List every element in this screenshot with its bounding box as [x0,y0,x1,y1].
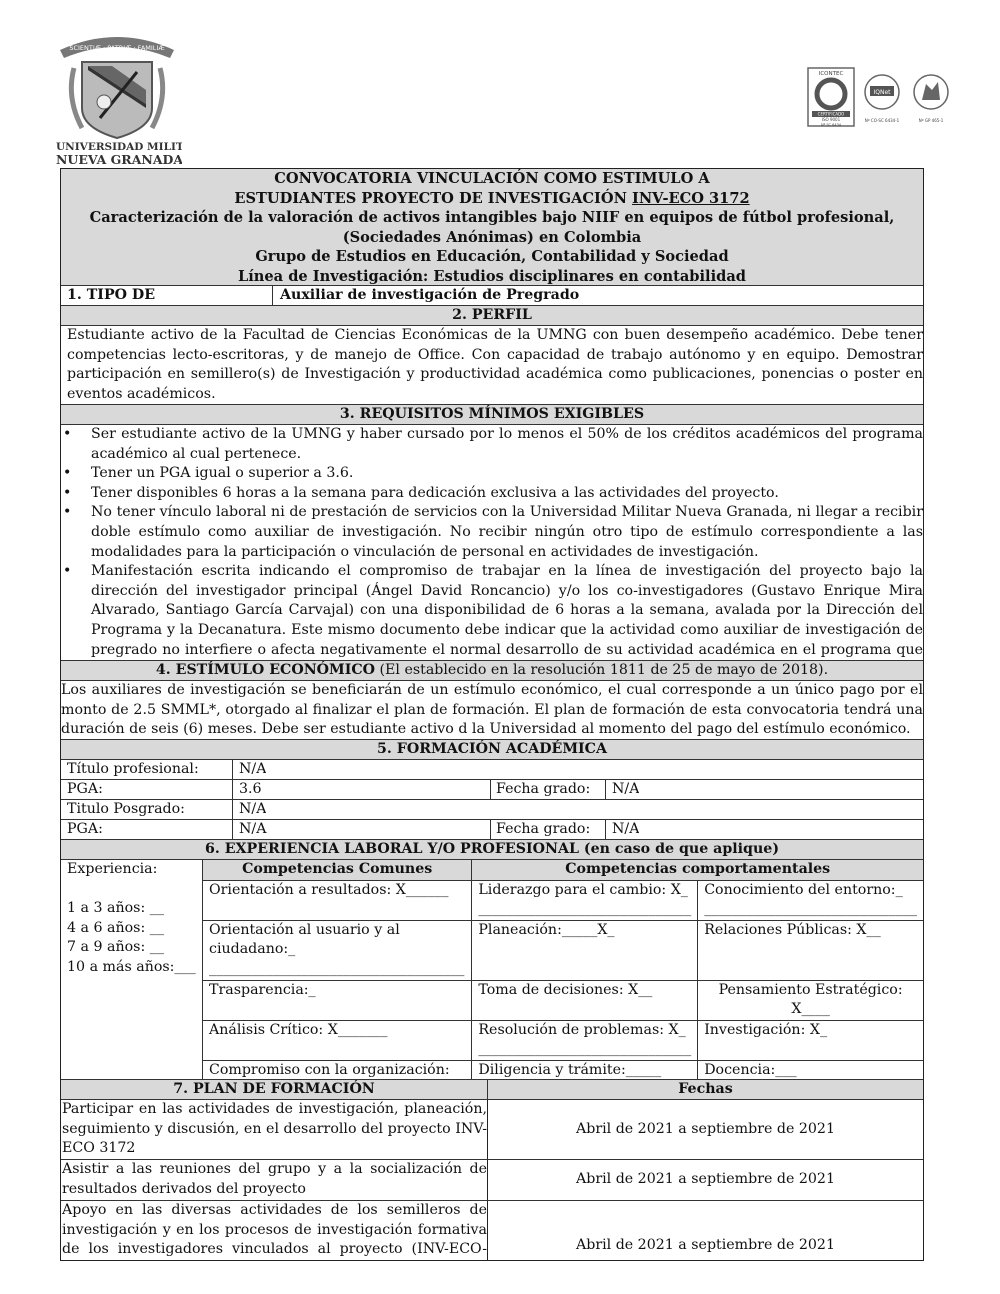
experiencia-ranges [61,860,203,1079]
titulo-profesional-label: Título profesional: [61,760,233,779]
certification-seals-icon [806,66,956,128]
requisito-item: • Manifestación escrita indicando el compromiso de trabajar en la línea de investigación del proyecto bajo la dirección del investigador principal (Ángel David Roncancio) y/o los co-investigadores (Gustavo Enrique Mira Alvarado, Santiago García Carvajal) con una disponibilidad de 6 horas a la semana, avalada por la Dirección del Programa y la Decanatura. Este mismo documento debe indicar que la actividad como auxiliar de investigación de pregrado no interfiere o afecta negativamente el normal desarrollo de su actividad académica en el programa que [91,562,923,661]
plan-date: Abril de 2021 a septiembre de 2021 [576,1171,835,1188]
project-code: INV-ECO 3172 [632,189,750,207]
tipo-vinculacion-label: 1. TIPO DE [61,286,273,305]
experiencia-block [61,860,923,1080]
competencia-cell: Trasparencia:_ [203,980,472,1020]
competencia-cell: Relaciones Públicas: X__ [698,920,923,980]
perfil-heading: 2. PERFIL [61,306,923,326]
perfil-text: Estudiante activo de la Facultad de Ciencias Económicas de la UMNG con buen desempeño académico. Debe tener competencias lecto-escritoras, y de manejo de Office. Con capacidad de trabajo autónomo y en equipo. Demostrar participación en semillero(s) de Investigación y productividad académica como publicaciones, ponencias o poster en eventos académicos. [61,326,923,405]
titulo-posgrado-row [61,800,923,820]
competencia-cell: Toma de decisiones: X__ [472,980,698,1020]
tipo-vinculacion-value: Auxiliar de investigación de Pregrado [280,287,580,303]
fecha-grado-value: N/A [612,781,640,797]
estimulo-heading-title: 4. ESTÍMULO ECONÓMICO [155,662,376,678]
competencia-cell: Diligencia y trámite:_____ [472,1060,698,1079]
experiencia-range: 10 a más años:___ [67,958,196,975]
competencia-cell: Resolución de problemas: X_ ______________________________ [472,1020,698,1060]
competencia-cell: Conocimiento del entorno:_ ______________________________ [698,880,923,920]
requisito-item: • Ser estudiante activo de la UMNG y haber cursado por lo menos el 50% de los créditos académicos del programa académico al cual pertenece. [91,425,923,464]
competencias-comportamentales-heading: Competencias comportamentales [472,860,923,880]
svg-text:Nº SC 6434: Nº SC 6434 [820,123,842,127]
svg-text:SCIENTIÆ · PATRIÆ · FAMILIÆ: SCIENTIÆ · PATRIÆ · FAMILIÆ [69,44,165,52]
competencia-cell: Orientación a resultados: X______ [203,880,472,920]
svg-text:NUEVA GRANADA: NUEVA GRANADA [56,152,182,167]
estimulo-heading-note: (El establecido en la resolución 1811 de 25 de mayo de 2018). [375,662,829,678]
fecha-grado-value: N/A [612,821,640,837]
competencias-comunes-heading: Competencias Comunes [203,860,472,880]
plan-heading-row [61,1080,923,1100]
research-line: Línea de Investigación: Estudios disciplinares en contabilidad [237,267,746,285]
pga-row-1 [61,780,923,800]
plan-activity: Participar en las actividades de investigación, planeación, seguimiento y discusión, en el desarrollo del proyecto INV-ECO 3172 [61,1100,488,1159]
svg-text:ISO 9001: ISO 9001 [821,117,841,122]
pga-value: N/A [233,820,491,839]
requisitos-heading: 3. REQUISITOS MÍNIMOS EXIGIBLES [61,405,923,425]
pga-label: PGA: [61,820,233,839]
svg-text:Nº GP 465-1: Nº GP 465-1 [918,118,944,123]
plan-item-row [61,1201,923,1260]
pga-row-2 [61,820,923,840]
titulo-posgrado-label: Titulo Posgrado: [61,800,233,819]
research-group: Grupo de Estudios en Educación, Contabilidad y Sociedad [255,248,729,266]
svg-text:ICONTEC: ICONTEC [818,71,844,77]
fechas-heading: Fechas [678,1081,733,1097]
svg-text:CERTIFICADO: CERTIFICADO [817,111,845,117]
plan-date: Abril de 2021 a septiembre de 2021 [576,1237,835,1254]
competencia-cell: Pensamiento Estratégico: X____ [698,980,923,1020]
competencias-table-container [203,860,923,1079]
project-title: Caracterización de la valoración de activos intangibles bajo NIIF en equipos de fútbol profesional, (Sociedades Anónimas) en Colombia [89,209,895,246]
title-line-2 [61,189,923,209]
experiencia-range: 1 a 3 años: __ [67,900,164,917]
experiencia-range: 7 a 9 años: __ [67,939,164,956]
pga-label: PGA: [61,780,233,799]
fecha-grado-label: Fecha grado: [491,820,606,839]
tipo-vinculacion-row [61,286,923,306]
competencias-table [203,860,923,1079]
competencia-cell: Liderazgo para el cambio: X_ ______________________________ [472,880,698,920]
title-line-1: CONVOCATORIA VINCULACIÓN COMO ESTIMULO A [274,170,710,187]
university-crest-icon [52,28,182,168]
competencia-cell: Planeación:_____X_ [472,920,698,980]
svg-text:IQNet: IQNet [873,89,891,96]
titulo-profesional-row [61,760,923,780]
title-line-2-prefix: ESTUDIANTES PROYECTO DE INVESTIGACIÓN [234,189,633,207]
competencia-cell: Investigación: X_ [698,1020,923,1060]
estimulo-heading [61,661,923,681]
competencia-cell: Docencia:___ [704,1061,797,1078]
plan-item-row [61,1160,923,1201]
experiencia-label: Experiencia: [67,861,158,877]
requisito-item: • Tener un PGA igual o superior a 3.6. [91,464,923,484]
certification-logos [806,66,956,126]
experiencia-range: 4 a 6 años: __ [67,919,164,936]
competencia-cell: Compromiso con la organización: [203,1060,472,1079]
requisitos-list-container [61,425,923,661]
svg-text:UNIVERSIDAD MILITAR: UNIVERSIDAD MILIT [56,141,182,153]
pga-value: 3.6 [233,780,491,799]
title-block [61,169,923,286]
estimulo-text: Los auxiliares de investigación se beneficiarán de un estímulo económico, el cual corresponde a un único pago por el monto de 2.5 SMML*, otorgado al finalizar el plan de formación. El plan de formación de esta convocatoria tendrá una duración de seis (6) meses. Debe ser estudiante activo d la Universidad al momento del pago del estímulo económico. [61,681,923,740]
competencia-cell: Análisis Crítico: X_______ [203,1020,472,1060]
plan-activity: Asistir a las reuniones del grupo y a la socialización de resultados derivados del proyecto [61,1160,488,1200]
university-logo [52,28,182,168]
plan-heading: 7. PLAN DE FORMACIÓN [61,1080,488,1099]
requisitos-list [61,425,923,661]
convocatoria-form [60,168,924,1261]
titulo-profesional-value: N/A [239,761,267,777]
formacion-heading: 5. FORMACIÓN ACADÉMICA [61,740,923,760]
plan-date: Abril de 2021 a septiembre de 2021 [576,1120,835,1137]
titulo-posgrado-value: N/A [239,801,267,817]
page-header [0,0,1000,168]
svg-text:Nº CO-SC 6434-1: Nº CO-SC 6434-1 [864,118,900,123]
plan-item-row [61,1100,923,1160]
competencia-cell: Orientación al usuario y al ciudadano:_ ____________________________________ [203,920,472,980]
requisito-item: • Tener disponibles 6 horas a la semana para dedicación exclusiva a las actividades del proyecto. [91,484,923,504]
requisito-item: • No tener vínculo laboral ni de prestación de servicios con la Universidad Militar Nueva Granada, ni llegar a recibir doble estímulo como auxiliar de investigación. No recibir ningún otro tipo de estímulo correspondiente a las modalidades para la participación o vinculación de personal en actividades de investigación. [91,503,923,562]
fecha-grado-label: Fecha grado: [491,780,606,799]
plan-activity: Apoyo en las diversas actividades de los semilleros de investigación y en los procesos de investigación formativa de los investigadores vinculados al proyecto (INV-ECO- [61,1201,488,1260]
experiencia-heading: 6. EXPERIENCIA LABORAL Y/O PROFESIONAL (en caso de que aplique) [61,840,923,860]
